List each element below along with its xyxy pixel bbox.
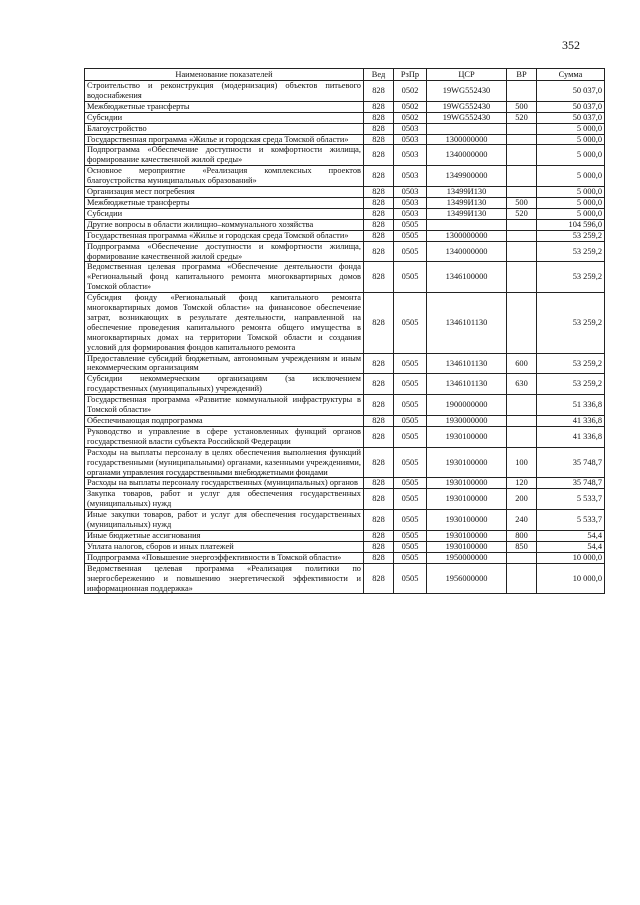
cell-csr: 1349900000 <box>427 166 507 187</box>
cell-name: Государственная программа «Жилье и городская среда Томской области» <box>85 134 364 145</box>
header-csr: ЦСР <box>427 69 507 81</box>
table-row <box>85 353 605 374</box>
cell-sum: 41 336,8 <box>537 416 605 427</box>
table-row <box>85 395 605 416</box>
cell-ved: 828 <box>364 395 394 416</box>
cell-sum: 5 000,0 <box>537 208 605 219</box>
cell-name: Государственная программа «Жилье и городская среда Томской области» <box>85 230 364 241</box>
cell-name: Благоустройство <box>85 123 364 134</box>
cell-ved: 828 <box>364 510 394 531</box>
table-row <box>85 552 605 563</box>
cell-rzpr: 0505 <box>394 530 427 541</box>
cell-name: Подпрограмма «Повышение энергоэффективности в Томской области» <box>85 552 364 563</box>
cell-name: Предоставление субсидий бюджетным, автономным учреждениям и иным некоммерческим организациям <box>85 353 364 374</box>
cell-sum: 53 259,2 <box>537 374 605 395</box>
cell-csr: 1346100000 <box>427 262 507 293</box>
table-row <box>85 219 605 230</box>
table-row <box>85 187 605 198</box>
cell-csr: 19WG552430 <box>427 112 507 123</box>
cell-vr <box>507 262 537 293</box>
cell-csr: 19WG552430 <box>427 101 507 112</box>
cell-sum: 5 533,7 <box>537 510 605 531</box>
cell-csr: 1346101130 <box>427 293 507 353</box>
table-row <box>85 530 605 541</box>
cell-rzpr: 0502 <box>394 101 427 112</box>
table-row <box>85 208 605 219</box>
cell-rzpr: 0505 <box>394 563 427 594</box>
cell-vr: 600 <box>507 353 537 374</box>
cell-csr <box>427 123 507 134</box>
cell-vr: 500 <box>507 101 537 112</box>
cell-vr <box>507 134 537 145</box>
table-row <box>85 416 605 427</box>
cell-ved: 828 <box>364 219 394 230</box>
cell-vr <box>507 219 537 230</box>
cell-sum: 5 533,7 <box>537 489 605 510</box>
cell-vr <box>507 416 537 427</box>
cell-sum: 53 259,2 <box>537 353 605 374</box>
cell-sum: 5 000,0 <box>537 197 605 208</box>
cell-vr <box>507 563 537 594</box>
cell-rzpr: 0503 <box>394 145 427 166</box>
cell-ved: 828 <box>364 552 394 563</box>
cell-csr: 1930100000 <box>427 541 507 552</box>
cell-rzpr: 0505 <box>394 374 427 395</box>
cell-csr: 13499И130 <box>427 197 507 208</box>
cell-ved: 828 <box>364 134 394 145</box>
cell-sum: 53 259,2 <box>537 293 605 353</box>
header-vr: ВР <box>507 69 537 81</box>
table-row <box>85 112 605 123</box>
cell-csr: 1346101130 <box>427 353 507 374</box>
cell-sum: 5 000,0 <box>537 134 605 145</box>
cell-rzpr: 0505 <box>394 293 427 353</box>
cell-sum: 50 037,0 <box>537 81 605 102</box>
cell-ved: 828 <box>364 230 394 241</box>
page-number: 352 <box>562 38 580 52</box>
table-row <box>85 510 605 531</box>
cell-ved: 828 <box>364 374 394 395</box>
cell-csr: 1930000000 <box>427 416 507 427</box>
cell-ved: 828 <box>364 208 394 219</box>
cell-sum: 53 259,2 <box>537 230 605 241</box>
cell-csr: 1300000000 <box>427 134 507 145</box>
cell-ved: 828 <box>364 293 394 353</box>
cell-vr <box>507 123 537 134</box>
cell-name: Субсидия фонду «Региональный фонд капитального ремонта многоквартирных домов Томской области» на финансовое обеспечение затрат, возникающих в результате деятельности, направленной на обеспечение проведения капитального ремонта общего имущества в многоквартирных домах на территории Томской области и создания условий для формирования фондов капитального ремонта <box>85 293 364 353</box>
cell-sum: 5 000,0 <box>537 187 605 198</box>
cell-vr <box>507 552 537 563</box>
cell-rzpr: 0503 <box>394 166 427 187</box>
cell-rzpr: 0503 <box>394 134 427 145</box>
cell-rzpr: 0505 <box>394 541 427 552</box>
cell-rzpr: 0505 <box>394 510 427 531</box>
cell-rzpr: 0502 <box>394 81 427 102</box>
cell-name: Расходы на выплаты персоналу в целях обеспечения выполнения функций государственными (муниципальными) органами, казенными учреждениями, органами управления государственными внебюджетными фондами <box>85 447 364 478</box>
cell-rzpr: 0505 <box>394 262 427 293</box>
cell-name: Субсидии <box>85 112 364 123</box>
cell-csr: 1930100000 <box>427 426 507 447</box>
cell-csr: 1340000000 <box>427 241 507 262</box>
cell-vr <box>507 230 537 241</box>
cell-vr: 850 <box>507 541 537 552</box>
cell-rzpr: 0502 <box>394 112 427 123</box>
cell-sum: 51 336,8 <box>537 395 605 416</box>
cell-csr: 1956000000 <box>427 563 507 594</box>
cell-csr: 1930100000 <box>427 447 507 478</box>
cell-vr: 240 <box>507 510 537 531</box>
cell-rzpr: 0505 <box>394 426 427 447</box>
cell-name: Другие вопросы в области жилищно–коммунального хозяйства <box>85 219 364 230</box>
cell-ved: 828 <box>364 187 394 198</box>
cell-rzpr: 0503 <box>394 187 427 198</box>
cell-name: Закупка товаров, работ и услуг для обеспечения государственных (муниципальных) нужд <box>85 489 364 510</box>
cell-name: Руководство и управление в сфере установленных функций органов государственной власти субъекта Российской Федерации <box>85 426 364 447</box>
cell-vr <box>507 241 537 262</box>
cell-rzpr: 0503 <box>394 123 427 134</box>
table-row <box>85 197 605 208</box>
cell-vr: 120 <box>507 478 537 489</box>
cell-ved: 828 <box>364 447 394 478</box>
header-ved: Вед <box>364 69 394 81</box>
cell-rzpr: 0505 <box>394 241 427 262</box>
table-row <box>85 241 605 262</box>
cell-ved: 828 <box>364 353 394 374</box>
table-header-row <box>85 69 605 81</box>
cell-name: Ведомственная целевая программа «Реализация политики по энергосбережению и повышению энергетической эффективности и информационная поддержка» <box>85 563 364 594</box>
cell-ved: 828 <box>364 101 394 112</box>
cell-ved: 828 <box>364 489 394 510</box>
cell-csr: 1930100000 <box>427 478 507 489</box>
cell-name: Строительство и реконструкция (модернизация) объектов питьевого водоснабжения <box>85 81 364 102</box>
cell-sum: 5 000,0 <box>537 145 605 166</box>
table-row <box>85 166 605 187</box>
cell-sum: 53 259,2 <box>537 262 605 293</box>
cell-rzpr: 0505 <box>394 552 427 563</box>
cell-rzpr: 0505 <box>394 353 427 374</box>
cell-rzpr: 0505 <box>394 416 427 427</box>
cell-sum: 41 336,8 <box>537 426 605 447</box>
cell-name: Обеспечивающая подпрограмма <box>85 416 364 427</box>
cell-sum: 10 000,0 <box>537 552 605 563</box>
cell-sum: 54,4 <box>537 530 605 541</box>
cell-name: Уплата налогов, сборов и иных платежей <box>85 541 364 552</box>
cell-csr: 1340000000 <box>427 145 507 166</box>
cell-sum: 10 000,0 <box>537 563 605 594</box>
cell-vr: 800 <box>507 530 537 541</box>
cell-ved: 828 <box>364 262 394 293</box>
cell-vr: 520 <box>507 112 537 123</box>
cell-name: Государственная программа «Развитие коммунальной инфраструктуры в Томской области» <box>85 395 364 416</box>
cell-csr: 1930100000 <box>427 510 507 531</box>
table-row <box>85 134 605 145</box>
cell-sum: 5 000,0 <box>537 123 605 134</box>
cell-ved: 828 <box>364 416 394 427</box>
cell-vr: 630 <box>507 374 537 395</box>
cell-name: Основное мероприятие «Реализация комплексных проектов благоустройства муниципальных образований» <box>85 166 364 187</box>
cell-csr: 1300000000 <box>427 230 507 241</box>
cell-rzpr: 0503 <box>394 197 427 208</box>
cell-rzpr: 0505 <box>394 447 427 478</box>
cell-vr <box>507 166 537 187</box>
cell-ved: 828 <box>364 197 394 208</box>
table-row <box>85 123 605 134</box>
table-row <box>85 293 605 353</box>
cell-ved: 828 <box>364 541 394 552</box>
cell-name: Расходы на выплаты персоналу государственных (муниципальных) органов <box>85 478 364 489</box>
cell-ved: 828 <box>364 166 394 187</box>
table-row <box>85 447 605 478</box>
table-row <box>85 81 605 102</box>
table-row <box>85 426 605 447</box>
cell-sum: 35 748,7 <box>537 447 605 478</box>
cell-rzpr: 0503 <box>394 208 427 219</box>
header-sum: Сумма <box>537 69 605 81</box>
cell-csr: 1900000000 <box>427 395 507 416</box>
cell-sum: 35 748,7 <box>537 478 605 489</box>
cell-ved: 828 <box>364 530 394 541</box>
cell-name: Иные закупки товаров, работ и услуг для обеспечения государственных (муниципальных) нужд <box>85 510 364 531</box>
budget-table <box>84 68 605 594</box>
cell-vr <box>507 187 537 198</box>
cell-rzpr: 0505 <box>394 395 427 416</box>
cell-name: Подпрограмма «Обеспечение доступности и комфортности жилища, формирование качественной жилой среды» <box>85 241 364 262</box>
cell-vr: 200 <box>507 489 537 510</box>
cell-name: Ведомственная целевая программа «Обеспечение деятельности фонда «Региональный фонд капитального ремонта многоквартирных домов Томской области» <box>85 262 364 293</box>
cell-vr <box>507 395 537 416</box>
table-row <box>85 101 605 112</box>
cell-csr: 13499И130 <box>427 208 507 219</box>
cell-vr: 520 <box>507 208 537 219</box>
cell-vr <box>507 81 537 102</box>
cell-ved: 828 <box>364 426 394 447</box>
cell-sum: 104 596,0 <box>537 219 605 230</box>
cell-csr: 1930100000 <box>427 530 507 541</box>
cell-rzpr: 0505 <box>394 230 427 241</box>
table-row <box>85 489 605 510</box>
cell-vr <box>507 293 537 353</box>
table-row <box>85 374 605 395</box>
cell-csr: 19WG552430 <box>427 81 507 102</box>
cell-name: Иные бюджетные ассигнования <box>85 530 364 541</box>
cell-csr: 1930100000 <box>427 489 507 510</box>
cell-rzpr: 0505 <box>394 489 427 510</box>
cell-ved: 828 <box>364 81 394 102</box>
cell-name: Субсидии <box>85 208 364 219</box>
cell-ved: 828 <box>364 241 394 262</box>
cell-rzpr: 0505 <box>394 478 427 489</box>
cell-vr: 500 <box>507 197 537 208</box>
table-row <box>85 541 605 552</box>
header-rzpr: РзПр <box>394 69 427 81</box>
cell-sum: 50 037,0 <box>537 112 605 123</box>
cell-ved: 828 <box>364 478 394 489</box>
cell-vr <box>507 426 537 447</box>
cell-ved: 828 <box>364 145 394 166</box>
cell-name: Межбюджетные трансферты <box>85 197 364 208</box>
cell-vr <box>507 145 537 166</box>
cell-sum: 5 000,0 <box>537 166 605 187</box>
cell-csr <box>427 219 507 230</box>
cell-vr: 100 <box>507 447 537 478</box>
cell-ved: 828 <box>364 123 394 134</box>
cell-csr: 1346101130 <box>427 374 507 395</box>
cell-sum: 54,4 <box>537 541 605 552</box>
cell-name: Субсидии некоммерческим организациям (за исключением государственных (муниципальных) учреждений) <box>85 374 364 395</box>
cell-sum: 50 037,0 <box>537 101 605 112</box>
table-row <box>85 230 605 241</box>
table-row <box>85 262 605 293</box>
cell-ved: 828 <box>364 112 394 123</box>
cell-csr: 13499И130 <box>427 187 507 198</box>
cell-ved: 828 <box>364 563 394 594</box>
header-name: Наименование показателей <box>85 69 364 81</box>
cell-sum: 53 259,2 <box>537 241 605 262</box>
cell-csr: 1950000000 <box>427 552 507 563</box>
cell-name: Организация мест погребения <box>85 187 364 198</box>
cell-rzpr: 0505 <box>394 219 427 230</box>
table-row <box>85 563 605 594</box>
cell-name: Межбюджетные трансферты <box>85 101 364 112</box>
cell-name: Подпрограмма «Обеспечение доступности и комфортности жилища, формирование качественной жилой среды» <box>85 145 364 166</box>
table-row <box>85 145 605 166</box>
table-row <box>85 478 605 489</box>
